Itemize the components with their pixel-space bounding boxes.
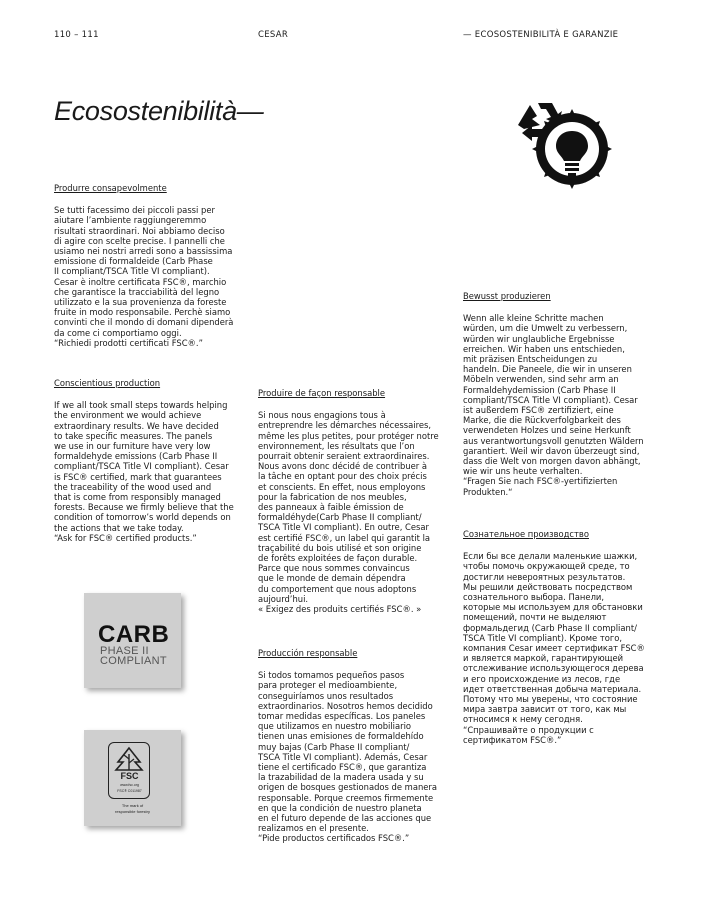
section-it	[54, 183, 254, 348]
carb-compliant: COMPLIANT	[100, 655, 167, 667]
carb-logo	[84, 593, 181, 688]
section-de	[463, 291, 663, 497]
fsc-tree-icon	[109, 746, 149, 772]
carb-phase: PHASE II	[100, 645, 149, 657]
section-heading: Bewusst produzieren	[463, 291, 551, 301]
section-es	[258, 648, 458, 844]
fsc-tagline: responsible forestry	[115, 809, 150, 814]
fsc-logo	[84, 730, 181, 826]
section-fr	[258, 388, 458, 614]
section-heading: Conscientious production	[54, 378, 161, 388]
page-numbers: 110 – 111	[54, 30, 99, 40]
brand-name: CESAR	[258, 30, 289, 40]
section-body: Если бы все делали маленькие шажки, чтобы помочь окружающей среде, то достигли невероятных результатов. Мы решили действовать посредством сознательного выбора. Панели, которые мы используем для обстановки помещений, почти не выделяют формальдегид (Carb Phase II compliant/ TSCA Title VI compliant). Кроме того, компания Cesar имеет сертификат FSC® и является маркой, гарантирующей отслеживание использующегося дерева и его происхождение из лесов, где идет ответственная добыча материала. Потому что мы уверены, что состояние мира завтра зависит от того, как мы относимся к нему сегодня. “Спрашивайте о продукции с сертификатом FSC®.”	[463, 551, 645, 745]
section-heading: Producción responsable	[258, 648, 358, 658]
section-heading: Сознательное производство	[463, 529, 589, 539]
section-en	[54, 378, 254, 543]
fsc-name: FSC	[120, 771, 139, 781]
section-name: — ECOSOSTENIBILITÀ E GARANZIE	[463, 30, 619, 40]
section-heading: Produire de façon responsable	[258, 388, 386, 398]
recycle-lightbulb-icon	[510, 95, 612, 193]
fsc-url: www.fsc.org	[120, 783, 139, 787]
section-heading: Produrre consapevolmente	[54, 183, 167, 193]
fsc-tagline: The mark of	[121, 803, 144, 808]
section-body: Wenn alle kleine Schritte machen würden, um die Umwelt zu verbessern, würden wir unglaubliche Ergebnisse erreichen. Wir haben uns entschieden, mit präzisen Entscheidungen zu handeln. Die Paneele, die wir in unseren Möbeln verwenden, sind sehr arm an Formaldehydemission (Carb Phase II compliant/TSCA Title VI compliant). Cesar ist außerdem FSC® zertifiziert, eine Marke, die die Rückverfolgbarkeit des verwendeten Holzes und seine Herkunft aus verantwortungsvoll genutzten Wäldern garantiert. Weil wir davon überzeugt sind, dass die Welt von morgen davon abhängt, wie wir uns heute verhalten. “Fragen Sie nach FSC®-yertifizierten Produkten.“	[463, 313, 644, 497]
carb-title: CARB	[98, 621, 170, 648]
page-title: Ecosostenibilità—	[54, 96, 264, 126]
section-body: Si nous nous engagions tous à entreprendre les démarches nécessaires, même les plus petites, pour protéger notre environnement, les résultats que l’on pourrait obtenir seraient extraordinaires. Nous avons donc décidé de contribuer à la tâche en optant pour des choix précis et conscients. En effet, nous employons pour la fabrication de nos meubles, des panneaux à faible émission de formaldéhyde(Carb Phase II compliant/ TSCA Title VI compliant). En outre, Cesar est certifié FSC®, un label qui garantit la traçabilité du bois utilisé et son origine de forêts exploitées de façon durable. Parce que nous sommes convaincus que le monde de demain dépendra du comportement que nous adoptons aujourd’hui. « Exigez des produits certifiés FSC®. »	[258, 410, 439, 615]
section-body: If we all took small steps towards helping the environment we would achieve extraordinary results. We have decided to take specific measures. The panels we use in our furniture have very low formaldehyde emissions (Carb Phase II compliant/TSCA Title VI compliant). Cesar is FSC® certified, mark that guarantees the traceability of the wood used and that is come from responsibly managed forests. Because we firmly believe that the condition of tomorrow’s world depends on the actions that we take today. “Ask for FSC® certified products.”	[54, 400, 234, 543]
section-ru	[463, 529, 663, 745]
section-body: Se tutti facessimo dei piccoli passi per aiutare l’ambiente raggiungeremmo risultati straordinari. Noi abbiamo deciso di agire con scelte precise. I pannelli che usiamo nei nostri arredi sono a bassissima emissione di formaldeide (Carb Phase II compliant/TSCA Title VI compliant). Cesar è inoltre certificata FSC®, marchio che garantisce la tracciabilità del legno utilizzato e la sua provenienza da foreste fruite in modo responsabile. Perchè siamo convinti che il mondo di domani dipenderà da come ci comportiamo oggi. “Richiedi prodotti certificati FSC®.”	[54, 205, 234, 348]
fsc-code: FSC® C011987	[117, 789, 142, 793]
section-body: Si todos tomamos pequeños pasos para proteger el medioambiente, conseguiríamos unos resultados extraordinarios. Nosotros hemos decidido tomar medidas específicas. Los paneles que utilizamos en nuestro mobiliario tienen unas emisiones de formaldehído muy bajas (Carb Phase II compliant/ TSCA Title VI compliant). Además, Cesar tiene el certificado FSC®, que garantiza la trazabilidad de la madera usada y su origen de bosques gestionados de manera responsable. Porque creemos firmemente en que la condición de nuestro planeta en el futuro depende de las acciones que realizamos en el presente. “Pide productos certificados FSC®.”	[258, 670, 437, 844]
